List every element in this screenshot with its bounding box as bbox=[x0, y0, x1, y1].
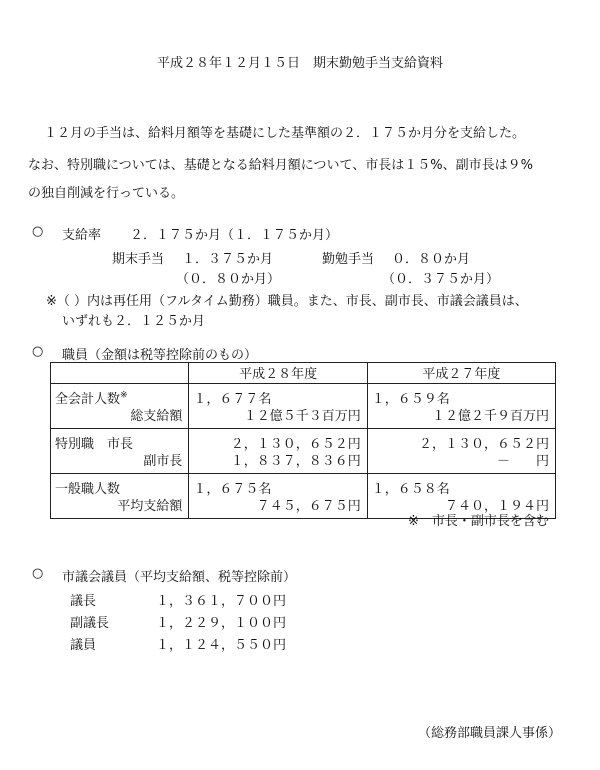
payment-note-line-1: ※（ ）内は再任用（フルタイム勤務）職員。また、市長、副市長、市議会議員は、 bbox=[46, 294, 528, 309]
row-h27 bbox=[367, 429, 555, 474]
row-label-top: 一般職人数 bbox=[55, 482, 121, 497]
intro-line-1: １２月の手当は、給料月額等を基礎にした基準額の２．１７５か月分を支給した。 bbox=[44, 126, 526, 141]
table-header-empty bbox=[51, 363, 189, 384]
row-label-top: 特別職 市長 bbox=[55, 437, 134, 452]
council-role: 副議長 bbox=[70, 616, 110, 631]
row-h27 bbox=[367, 384, 555, 429]
row-h28 bbox=[189, 429, 367, 474]
staff-table bbox=[50, 362, 556, 519]
bullet-circle-icon: ○ bbox=[32, 224, 44, 239]
row-h27-bottom: １２億２千９百万円 bbox=[431, 409, 549, 424]
row-label-bottom: 総支給額 bbox=[130, 409, 183, 424]
row-h28-top: １，６７７名 bbox=[193, 392, 272, 407]
table-row bbox=[51, 384, 556, 429]
bullet-circle-icon: ○ bbox=[32, 566, 44, 581]
payment-rate-value: ２．１７５か月（１．１７５か月） bbox=[130, 228, 339, 243]
staff-footnote: ※ 市長・副市長を含む bbox=[408, 514, 549, 529]
table-header-h27: 平成２７年度 bbox=[367, 363, 555, 384]
diligence-paren: （０．３７５か月） bbox=[382, 272, 500, 287]
row-label-bottom: 副市長 bbox=[143, 454, 183, 469]
bullet-circle-icon: ○ bbox=[32, 344, 44, 359]
table-header-h28: 平成２８年度 bbox=[189, 363, 367, 384]
diligence-label: 勤勉手当 bbox=[322, 252, 375, 267]
council-heading: 市議会議員（平均支給額、税等控除前） bbox=[62, 570, 297, 585]
row-h28 bbox=[189, 474, 367, 519]
row-h28-top: １，６７５名 bbox=[193, 482, 272, 497]
council-role: 議長 bbox=[70, 594, 97, 609]
council-amount: １，１２４，５５０円 bbox=[156, 638, 287, 653]
council-amount: １，２２９，１００円 bbox=[156, 616, 287, 631]
intro-line-3: の独自削減を行っている。 bbox=[28, 186, 185, 201]
council-role: 議員 bbox=[70, 638, 97, 653]
term-end-value: １．３７５か月 bbox=[182, 252, 274, 267]
row-h27-top: １，６５９名 bbox=[371, 392, 450, 407]
payment-rate-label: 支給率 bbox=[62, 228, 102, 243]
term-end-paren: （０．８０か月） bbox=[176, 272, 281, 287]
row-label bbox=[51, 384, 189, 429]
table-row bbox=[51, 429, 556, 474]
council-amount: １，３６１，７００円 bbox=[156, 594, 287, 609]
term-end-label: 期末手当 bbox=[112, 252, 165, 267]
row-h27-bottom: － 円 bbox=[496, 454, 549, 469]
page-title: 平成２８年１２月１５日 期末勤勉手当支給資料 bbox=[156, 56, 443, 71]
table-header-row bbox=[51, 363, 556, 384]
row-h28-top: ２，１３０，６５２円 bbox=[230, 437, 361, 452]
row-label-top: 全会計人数 bbox=[55, 392, 121, 407]
row-h27-top: １，６５８名 bbox=[371, 482, 450, 497]
row-h28-bottom: １２億５千３百万円 bbox=[243, 409, 361, 424]
row-h27-top: ２，１３０，６５２円 bbox=[418, 437, 549, 452]
row-h27-bottom: ７４０，１９４円 bbox=[444, 499, 549, 514]
row-label-mark: ※ bbox=[120, 390, 128, 401]
row-label bbox=[51, 429, 189, 474]
diligence-value: ０．８０か月 bbox=[392, 252, 471, 267]
row-label bbox=[51, 474, 189, 519]
payment-note-line-2: いずれも２．１２５か月 bbox=[62, 314, 206, 329]
intro-line-2: なお、特別職については、基礎となる給料月額について、市長は１５%、副市長は９% bbox=[28, 158, 533, 173]
row-h28-bottom: １，８３７，８３６円 bbox=[230, 454, 361, 469]
staff-heading: 職員（金額は税等控除前のもの） bbox=[62, 348, 258, 363]
row-h28-bottom: ７４５，６７５円 bbox=[256, 499, 361, 514]
row-label-bottom: 平均支給額 bbox=[117, 499, 183, 514]
row-h28 bbox=[189, 384, 367, 429]
footer-department: （総務部職員課人事係） bbox=[418, 726, 562, 741]
